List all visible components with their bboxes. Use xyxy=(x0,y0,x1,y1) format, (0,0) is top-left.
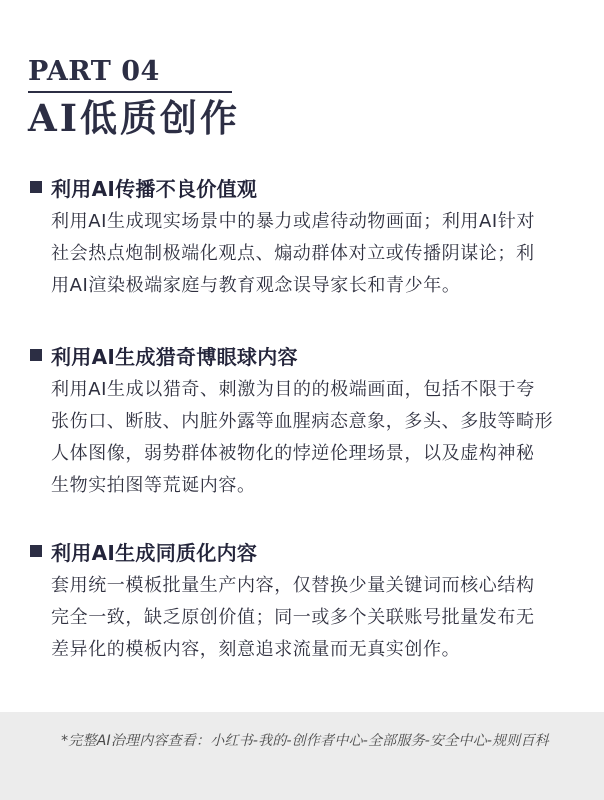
section-sensational-content xyxy=(30,340,590,502)
page-title: AI低质创作 xyxy=(28,96,241,140)
body-line: 利用AI生成以猎奇、刺激为目的的极端画面，包括不限于夸 xyxy=(51,379,535,400)
section-body xyxy=(51,374,583,502)
body-line: 差异化的模板内容，刻意追求流量而无真实创作。 xyxy=(51,639,461,660)
section-body xyxy=(51,570,583,666)
body-line: 生物实拍图等荒诞内容。 xyxy=(51,475,256,496)
section-body xyxy=(51,206,583,302)
body-line: 张伤口、断肢、内脏外露等血腥病态意象，多头、多肢等畸形 xyxy=(51,411,554,432)
section-homogeneous-content xyxy=(30,536,590,666)
section-title: 利用AI生成猎奇博眼球内容 xyxy=(51,344,298,369)
body-line: 套用统一模板批量生产内容，仅替换少量关键词而核心结构 xyxy=(51,575,535,596)
body-line: 人体图像，弱势群体被物化的悖逆伦理场景，以及虚构神秘 xyxy=(51,443,535,464)
section-title: 利用AI生成同质化内容 xyxy=(51,540,258,565)
body-line: 利用AI生成现实场景中的暴力或虐待动物画面；利用AI针对 xyxy=(51,211,536,232)
square-bullet-icon xyxy=(30,181,42,193)
footer-note: *完整AI治理内容查看：小红书-我的-创作者中心-全部服务-安全中心-规则百科 xyxy=(61,733,549,749)
divider xyxy=(28,91,232,93)
square-bullet-icon xyxy=(30,349,42,361)
body-line: 用AI渲染极端家庭与教育观念误导家长和青少年。 xyxy=(51,275,461,296)
header xyxy=(28,56,241,141)
section-bad-values xyxy=(30,172,590,302)
section-title: 利用AI传播不良价值观 xyxy=(51,176,258,201)
body-line: 社会热点炮制极端化观点、煽动群体对立或传播阴谋论；利 xyxy=(51,243,535,264)
body-line: 完全一致，缺乏原创价值；同一或多个关联账号批量发布无 xyxy=(51,607,535,628)
square-bullet-icon xyxy=(30,545,42,557)
footer xyxy=(0,712,604,800)
part-label: PART 04 xyxy=(28,56,160,87)
